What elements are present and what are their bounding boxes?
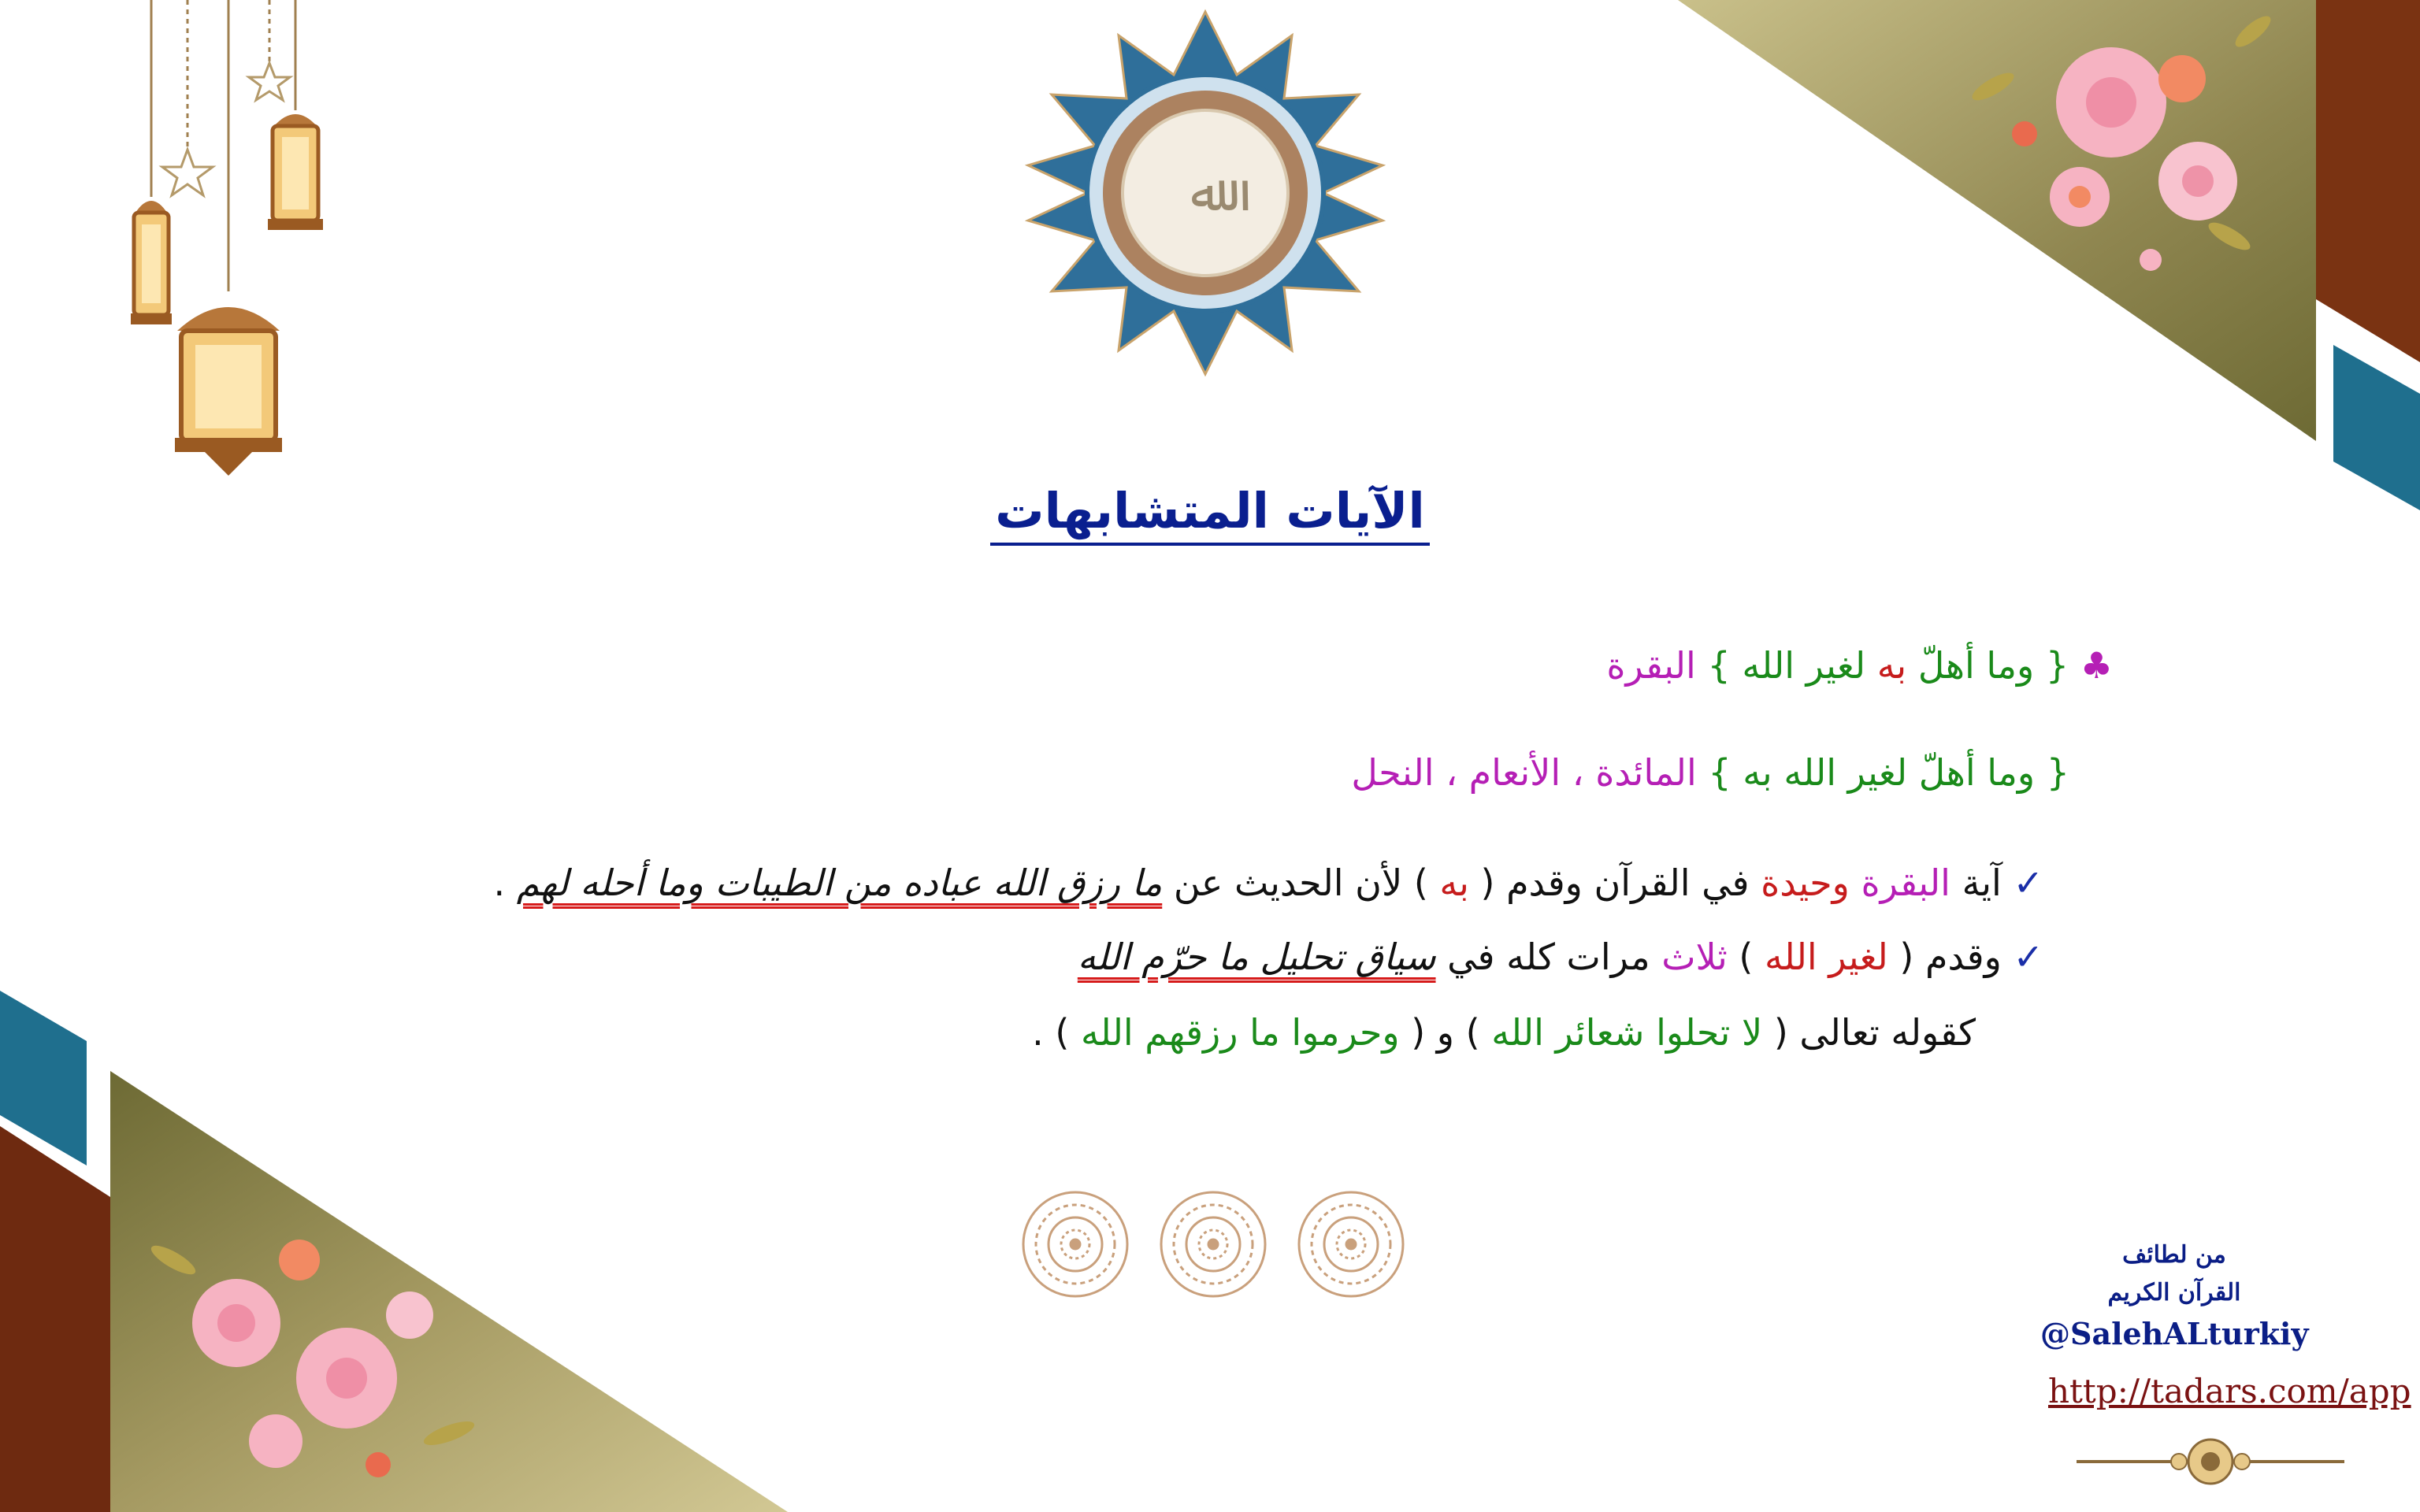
bottom-left-brown-stripe (0, 1126, 110, 1512)
svg-text:ﷲ: ﷲ (1190, 165, 1220, 223)
check-icon: ✓ (2013, 862, 2043, 904)
tadars-link[interactable]: http://tadars.com/app (2048, 1372, 2411, 1410)
quran-emblem-icon (1024, 8, 1386, 378)
ornamental-divider-icon (2077, 1430, 2344, 1493)
note-examples: كقوله تعالى ( لا تحلوا شعائر الله ) و ( وحرموا ما رزقهم الله ) . (1032, 1011, 1976, 1054)
credit-block: من لطائف القرآن الكريم @SalehALturkiy (2040, 1241, 2309, 1351)
note-lighayr-allah: ✓ وقدم ( لغير الله ) ثلاث مرات كله في سياق تحليل ما حرّم الله (1077, 936, 2043, 978)
mandala-ornament-icon (1016, 1185, 1410, 1303)
note-baqara-unique: ✓ آية البقرة وحيدة في القرآن وقدم ( به ) لأن الحديث عن ما رزق الله عباده من الطيبات وما أحله لهم . (493, 862, 2043, 904)
check-icon: ✓ (2013, 936, 2043, 978)
page-title: الآيات المتشابهات (0, 482, 2420, 539)
lantern-icon (95, 0, 362, 488)
flower-bouquet-icon (150, 1228, 481, 1512)
club-bullet-icon: ♣ (2080, 644, 2113, 687)
top-right-brown-stripe (2316, 0, 2420, 362)
flower-bouquet-icon (1962, 0, 2277, 284)
verse-line-baqara: ♣ { وما أهلّ به لغير الله } البقرة (1606, 644, 2113, 687)
verse-line-maida: { وما أهلّ لغير الله به } المائدة ، الأنعام ، النحل (1351, 751, 2069, 794)
